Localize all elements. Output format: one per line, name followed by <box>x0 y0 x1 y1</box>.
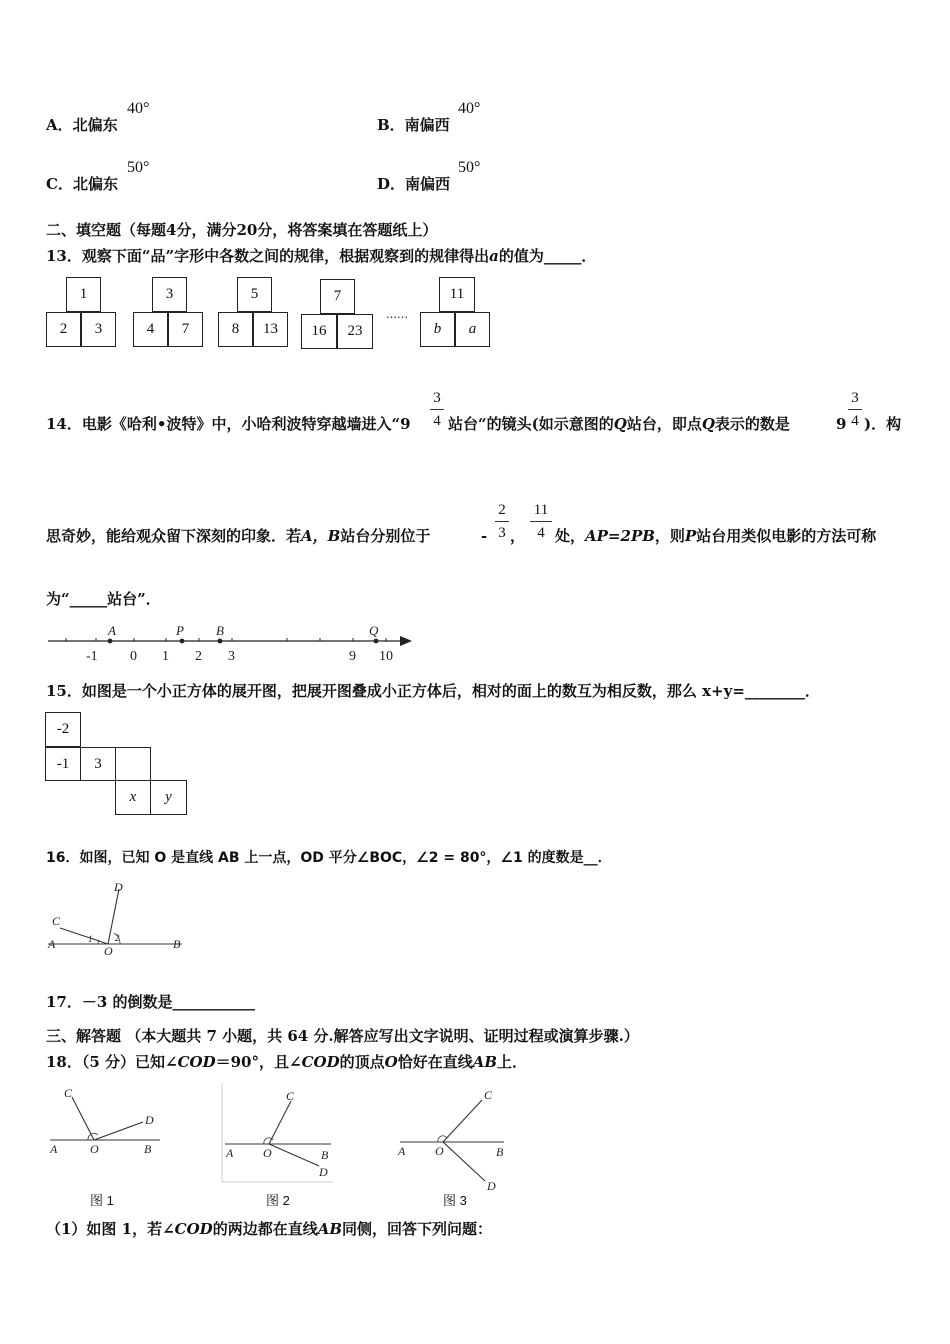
q14-number-line <box>46 620 416 665</box>
fig-label: D <box>114 880 123 894</box>
point-label: Q <box>369 623 379 638</box>
option-b-label: B．南偏西 <box>377 116 450 134</box>
fig-label: O <box>104 944 113 958</box>
fig-label: 2 <box>115 933 120 943</box>
q15-text: 15．如图是一个小正方体的展开图，把展开图叠成小正方体后，相对的面上的数互为相反数，那么 x+y=________． <box>46 682 820 700</box>
q17-text: 17．－3 的倒数是___________ <box>46 993 256 1011</box>
q13-text: 13．观察下面“品”字形中各数之间的规律，根据观察到的规律得出a的值为_____． <box>46 247 597 265</box>
tick-label: 10 <box>379 649 393 664</box>
q14-line2-end: 处，AP=2PB，则P站台用类似电影的方法可称 <box>555 527 877 545</box>
option-d-degree: 50° <box>458 159 481 176</box>
pin-5-top: 11 <box>439 277 475 312</box>
q18-figure-1 <box>46 1083 166 1168</box>
option-d-label: D．南偏西 <box>377 175 451 193</box>
q18-figure-3 <box>396 1083 516 1193</box>
pin-3-left: 8 <box>218 312 253 347</box>
option-b-degree: 40° <box>458 100 481 117</box>
pin-1-top: 1 <box>66 277 101 312</box>
figure-1-caption: 图 1 <box>90 1193 114 1208</box>
section-3-heading: 三、解答题 （本大题共 7 小题，共 64 分.解答应写出文字说明、证明过程或演算步骤.） <box>46 1027 639 1045</box>
pin-1-right: 3 <box>81 312 116 347</box>
pin-3-top: 5 <box>237 277 272 312</box>
tick-label: -1 <box>86 649 98 664</box>
fig-label: B <box>496 1145 504 1159</box>
fig-label: O <box>435 1144 444 1158</box>
q18-figure-2 <box>221 1083 341 1183</box>
point-label: A <box>108 623 116 638</box>
option-a-degree: 40° <box>127 100 150 117</box>
net-cell: -2 <box>45 712 81 747</box>
fig-label: C <box>286 1089 295 1103</box>
figure-3-caption: 图 3 <box>443 1193 467 1208</box>
net-cell: 3 <box>80 747 116 781</box>
option-c-label: C．北偏东 <box>46 175 118 193</box>
pin-ellipsis: …… <box>386 308 408 321</box>
tick-label: 0 <box>130 649 137 664</box>
fig-label: C <box>52 914 61 928</box>
q14-minus: - <box>481 527 488 545</box>
tick-label: 2 <box>195 649 202 664</box>
fig-label: A <box>226 1146 234 1160</box>
point-label: P <box>176 623 184 638</box>
q14-line1-end: )．构 <box>864 415 902 433</box>
pin-4-right: 23 <box>337 314 373 349</box>
fig-label: D <box>487 1179 496 1193</box>
tick-label: 3 <box>228 649 235 664</box>
pin-4-left: 16 <box>301 314 337 349</box>
pin-2-left: 4 <box>133 312 168 347</box>
fig-label: O <box>90 1142 99 1156</box>
pin-4-top: 7 <box>320 279 355 314</box>
q14-line2-start: 思奇妙，能给观众留下深刻的印象．若A，B站台分别位于 <box>46 527 431 545</box>
q14-whole-9: 9 <box>836 415 847 433</box>
fig-label: B <box>173 937 181 951</box>
option-c-degree: 50° <box>127 159 150 176</box>
fig-label: O <box>263 1146 272 1160</box>
net-cell: -1 <box>45 747 81 781</box>
fig-label: D <box>319 1165 328 1179</box>
q16-text: 16．如图，已知 O 是直线 AB 上一点，OD 平分∠BOC，∠2 = 80°，∠1 的度数是__． <box>46 850 612 866</box>
q14-line3: 为“_____站台”． <box>46 590 161 608</box>
figure-2-caption: 图 2 <box>266 1193 290 1208</box>
fig-label: D <box>145 1113 154 1127</box>
net-cell: x <box>115 780 151 815</box>
pin-1-left: 2 <box>46 312 81 347</box>
pin-5-right: a <box>455 312 490 347</box>
q14-line1-middle: 站台“的镜头(如示意图的Q站台，即点Q表示的数是 <box>448 415 790 433</box>
tick-label: 9 <box>349 649 356 664</box>
fig-label: A <box>50 1142 58 1156</box>
tick-label: 1 <box>162 649 169 664</box>
section-2-heading: 二、填空题（每题4分，满分20分，将答案填在答题纸上） <box>46 221 438 239</box>
q14-fraction-3: 2 3 <box>495 501 509 542</box>
q14-fraction-1: 3 4 <box>430 389 444 430</box>
fig-label: C <box>64 1086 73 1100</box>
q18-sub1: （1）如图 1，若∠COD的两边都在直线AB同侧，回答下列问题： <box>46 1220 493 1238</box>
fig-label: 1 <box>88 934 93 944</box>
fig-label: A <box>48 937 56 951</box>
pin-2-right: 7 <box>168 312 203 347</box>
fig-label: A <box>398 1144 406 1158</box>
point-label: B <box>216 623 224 638</box>
fig-label: B <box>144 1142 152 1156</box>
net-cell: y <box>150 780 187 815</box>
pin-2-top: 3 <box>152 277 187 312</box>
pin-5-left: b <box>420 312 455 347</box>
q14-comma: ， <box>510 527 526 545</box>
net-cell <box>115 747 151 781</box>
fig-label: B <box>321 1148 329 1162</box>
q18-text: 18．（5 分）已知∠COD＝90°，且∠COD的顶点O恰好在直线AB上． <box>46 1053 528 1071</box>
pin-3-right: 13 <box>253 312 288 347</box>
q14-fraction-4: 11 4 <box>530 501 552 542</box>
fig-label: C <box>484 1088 493 1102</box>
q14-fraction-2: 3 4 <box>848 389 862 430</box>
q16-figure <box>46 877 186 959</box>
q14-line1-start: 14．电影《哈利•波特》中，小哈利波特穿越墙进入“9 <box>46 415 411 433</box>
option-a-label: A．北偏东 <box>46 116 118 134</box>
